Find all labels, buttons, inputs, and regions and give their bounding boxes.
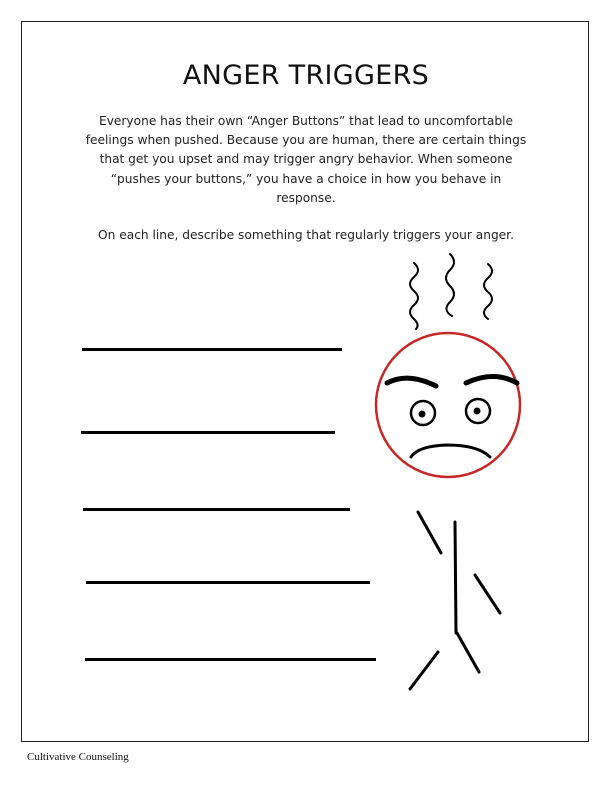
steam-squiggles [410, 254, 492, 329]
intro-paragraph: Everyone has their own “Anger Buttons” that lead to uncomfortable feelings when pushed. Because you are human, there are certain things that get you upset and may trigger angry behavior. When someone “pushes your buttons,” you have a choice in how you behave in response. [85, 114, 527, 205]
page-title: ANGER TRIGGERS [182, 60, 430, 91]
stick-body [410, 512, 500, 689]
angry-face-outline [376, 333, 520, 477]
instruction-text: On each line, describe something that regularly triggers your anger. [98, 228, 514, 242]
footer-credit: Cultivative Counseling [27, 751, 129, 763]
